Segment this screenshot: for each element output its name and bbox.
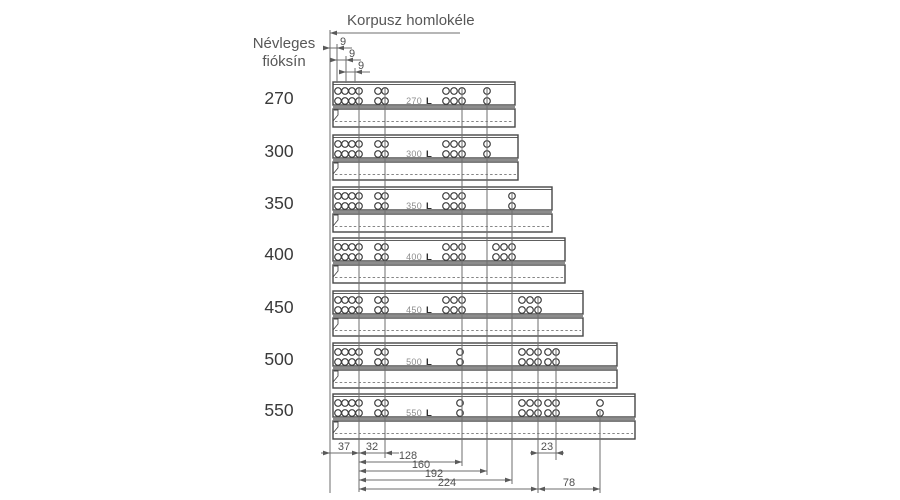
dim-9-1: 9 bbox=[340, 36, 347, 48]
slide-label-300: 300 bbox=[406, 149, 422, 159]
row-label-400: 400 bbox=[264, 244, 294, 264]
dim-9-3: 9 bbox=[358, 60, 365, 72]
dim-9-2: 9 bbox=[349, 48, 356, 60]
front-edge-header bbox=[330, 12, 475, 35]
dim-192: 192 bbox=[424, 468, 444, 480]
slide-label-550: 550 bbox=[406, 408, 422, 418]
slide-550 bbox=[333, 394, 635, 439]
slide-label-400: 400 bbox=[406, 252, 422, 262]
slide-500 bbox=[333, 343, 617, 388]
row-label-270: 270 bbox=[264, 88, 294, 108]
slide-label-400-suffix: L bbox=[426, 252, 432, 263]
slide-label-450-suffix: L bbox=[426, 305, 432, 316]
row-label-450: 450 bbox=[264, 297, 294, 317]
dim-37: 37 bbox=[337, 441, 351, 453]
slide-label-350-suffix: L bbox=[426, 201, 432, 212]
axis-label-line1: Névleges bbox=[252, 35, 316, 52]
slide-450 bbox=[333, 291, 583, 336]
slide-label-300-suffix: L bbox=[426, 149, 432, 160]
slide-label-550-suffix: L bbox=[426, 408, 432, 419]
dim-32: 32 bbox=[365, 441, 379, 453]
axis-label-line2: fióksín bbox=[262, 53, 306, 70]
row-label-500: 500 bbox=[264, 349, 294, 369]
row-labels bbox=[264, 88, 293, 420]
bottom-dimensions bbox=[321, 441, 600, 491]
slide-350 bbox=[333, 187, 552, 232]
slide-label-450: 450 bbox=[406, 305, 422, 315]
dim-23: 23 bbox=[540, 441, 554, 453]
slide-300 bbox=[333, 135, 518, 180]
dim-78: 78 bbox=[562, 477, 576, 489]
slide-400 bbox=[333, 238, 565, 283]
dim-160: 160 bbox=[411, 459, 431, 471]
row-label-300: 300 bbox=[264, 141, 294, 161]
slide-label-500: 500 bbox=[406, 357, 422, 367]
dim-128: 128 bbox=[398, 450, 418, 462]
slide-label-270-suffix: L bbox=[426, 96, 432, 107]
row-label-350: 350 bbox=[264, 193, 294, 213]
slide-label-270: 270 bbox=[406, 96, 422, 106]
slide-label-500-suffix: L bbox=[426, 357, 432, 368]
dim-224: 224 bbox=[437, 477, 457, 489]
front-edge-title: Korpusz homlokéle bbox=[347, 12, 475, 29]
slide-270 bbox=[333, 82, 515, 127]
row-label-550: 550 bbox=[264, 400, 294, 420]
axis-label bbox=[253, 35, 316, 70]
slide-label-350: 350 bbox=[406, 201, 422, 211]
front-edge-arrow-icon bbox=[330, 31, 337, 36]
